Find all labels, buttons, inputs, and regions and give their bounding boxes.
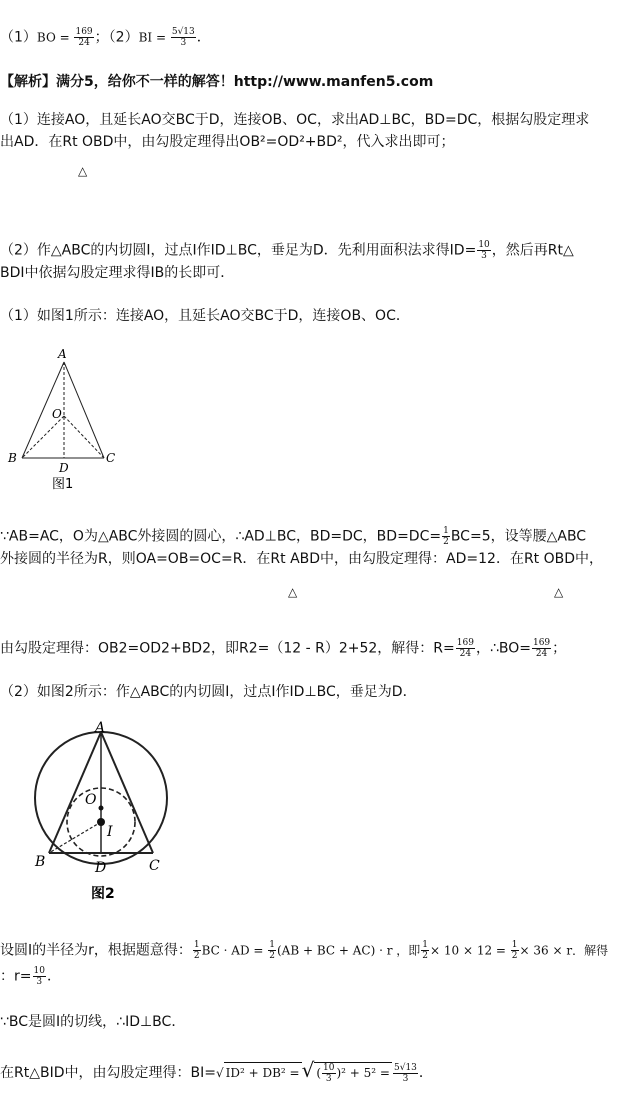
answer-bi-fraction [171,27,196,48]
figure1-label-c: C [106,451,116,465]
figure2-label-c: C [149,858,160,874]
solution2-line1c: (AB + BC + AC) · r ，即 [277,943,421,958]
answer-bi-numerator: 5√13 [171,27,195,37]
figure1 [0,340,140,490]
solution2-half-denominator-4: 2 [511,951,518,961]
figure2-point-o [99,806,104,811]
answer-line [0,27,211,48]
solution2-half-numerator-1: 1 [193,940,200,950]
analysis2-line2: BDI中依据勾股定理求得IB的长即可． [0,265,235,281]
solution2-sqrt-body [314,1062,392,1084]
solution2-line1e: × 36 × r．解得 [519,943,609,958]
solution2-line4c: ( [316,1066,322,1080]
solution2-half-numerator-4: 1 [511,940,518,950]
solution2-line1b: BC · AD = [201,943,268,958]
solution2-intro: （2）如图2所示：作△ABC的内切圆I，过点I作ID⊥BC，垂足为D． [0,684,417,700]
analysis2-id-fraction [477,240,490,261]
solution2-sqrt-sign-2: √ [301,1058,315,1082]
figure1-label-a: A [58,347,67,361]
solution2-ten-thirds-denominator: 3 [325,1074,332,1084]
solution1-triangle-obd: △ [554,585,564,599]
solution2-half-denominator-3: 2 [422,951,429,961]
figure2-label-a: A [95,720,106,736]
solution1-r-numerator: 169 [456,638,474,648]
solution1-line1 [0,526,586,547]
answer-bo-fraction [74,27,93,48]
solution1-half-fraction [442,526,450,547]
solution1-line2: 外接圆的半径为R，则OA=OB=OC=R．在Rt ABD中，由勾股定理得：AD=12．在Rt OBD中， [0,551,604,567]
answer-bo-numerator: 169 [75,27,93,37]
solution2-half-fraction-4 [511,940,519,961]
solution2-r-numerator: 10 [33,966,45,976]
solution1-line3c: ； [552,640,567,657]
solution2-half-numerator-2: 1 [269,940,275,950]
solution1-r-fraction [456,638,475,659]
solution2-ten-thirds-fraction [322,1063,335,1084]
solution2-result-numerator: 5√13 [394,1062,417,1073]
answer-bi-denominator: 3 [180,38,187,48]
solution2-line1 [0,940,608,961]
solution2-result-fraction [393,1063,418,1084]
solution1-line3a: 由勾股定理得：OB2=OD2+BD2，即R2=（12 - R）2+52，解得：R= [0,640,455,657]
figure2-caption: 图2 [91,886,115,902]
answer-part1-label: （1） [0,29,37,46]
analysis1-line2: 出AD．在Rt OBD中，由勾股定理得出OB²=OD²+BD²，代入求出即可； [0,134,455,150]
solution2-r-fraction [33,966,46,987]
solution1-bo-fraction [532,638,551,659]
answer-bo-denominator: 24 [78,38,90,48]
solution2-line2b: ． [46,968,61,985]
solution2-sqrt-sign-1: √ [215,1066,224,1080]
analysis2-line1 [0,240,574,261]
solution2-half-fraction-3 [421,940,429,961]
solution2-half-fraction-1 [193,940,201,961]
solution1-line1b: BC=5，设等腰△ABC [450,528,587,545]
figure2-point-i [97,818,105,826]
solution2-line4e: ． [418,1065,433,1081]
figure2-label-o: O [85,792,97,808]
figure1-label-o: O [52,407,62,421]
solution2-line4b: ID² + DB² = [224,1062,302,1083]
figure1-segment-ob [22,416,64,458]
solution2-ten-thirds-numerator: 10 [323,1063,335,1073]
analysis2-line1b: ，然后再Rt△ [491,242,574,259]
solution2-half-denominator-2: 2 [269,951,275,961]
solution2-result-denominator: 3 [402,1073,409,1084]
solution2-half-fraction-2 [268,940,276,961]
solution2-line1a: 设圆I的半径为r，根据题意得： [0,942,192,959]
figure1-segment-oc [64,416,104,458]
solution1-bo-denominator: 24 [535,649,548,659]
answer-bo-label: BO = [36,30,74,45]
analysis-header: 【解析】满分5，给你不一样的解答！http://www.manfen5.com [0,74,434,90]
analysis1-triangle-symbol: △ [78,164,88,178]
figure2-label-d: D [95,860,107,876]
figure1-label-b: B [8,451,17,465]
figure1-edge-ac [64,362,104,458]
solution2-r-denominator: 3 [36,977,43,987]
solution2-line4d: )² + 5² = [336,1066,390,1080]
answer-bi-label: BI = [138,30,170,45]
analysis1-line1: （1）连接AO，且延长AO交BC于D，连接OB、OC，求出AD⊥BC，BD=DC，根据勾股定理求 [0,112,590,128]
solution2-line2 [0,966,61,987]
answer-part2-label: ；（2） [94,29,139,46]
solution1-intro: （1）如图1所示：连接AO，且延长AO交BC于D，连接OB、OC． [0,308,410,324]
figure2-label-i: I [107,824,113,840]
solution1-half-denominator: 2 [443,537,449,547]
solution2-half-numerator-3: 1 [422,940,429,950]
solution1-line3b: ，∴BO= [475,640,531,657]
figure1-caption: 图1 [52,477,74,490]
solution1-triangle-abd: △ [288,585,298,599]
solution1-half-numerator: 1 [443,526,449,536]
figure2 [25,718,205,908]
figure2-segment-ib [49,822,101,853]
solution1-r-denominator: 24 [459,649,472,659]
solution2-half-denominator-1: 2 [193,951,200,961]
answer-end: ． [196,29,211,46]
figure1-label-d: D [59,461,69,475]
solution2-line3: ∵BC是圆I的切线，∴ID⊥BC． [0,1014,186,1030]
analysis2-id-denominator: 3 [481,251,487,261]
solution2-line1d: × 10 × 12 = [430,943,510,958]
analysis2-id-numerator: 10 [478,240,490,250]
analysis2-line1a: （2）作△ABC的内切圆I，过点I作ID⊥BC，垂足为D．先利用面积法求得ID= [0,242,477,259]
solution2-line4 [0,1060,433,1084]
solution1-line1a: ∵AB=AC，O为△ABC外接圆的圆心，∴AD⊥BC，BD=DC，BD=DC= [0,528,442,545]
solution1-line3 [0,638,566,659]
solution2-line2a: ：r= [0,968,32,985]
solution2-line4a: 在Rt△BID中，由勾股定理得：BI= [0,1065,216,1081]
figure2-label-b: B [35,854,46,870]
solution1-bo-numerator: 169 [532,638,551,648]
